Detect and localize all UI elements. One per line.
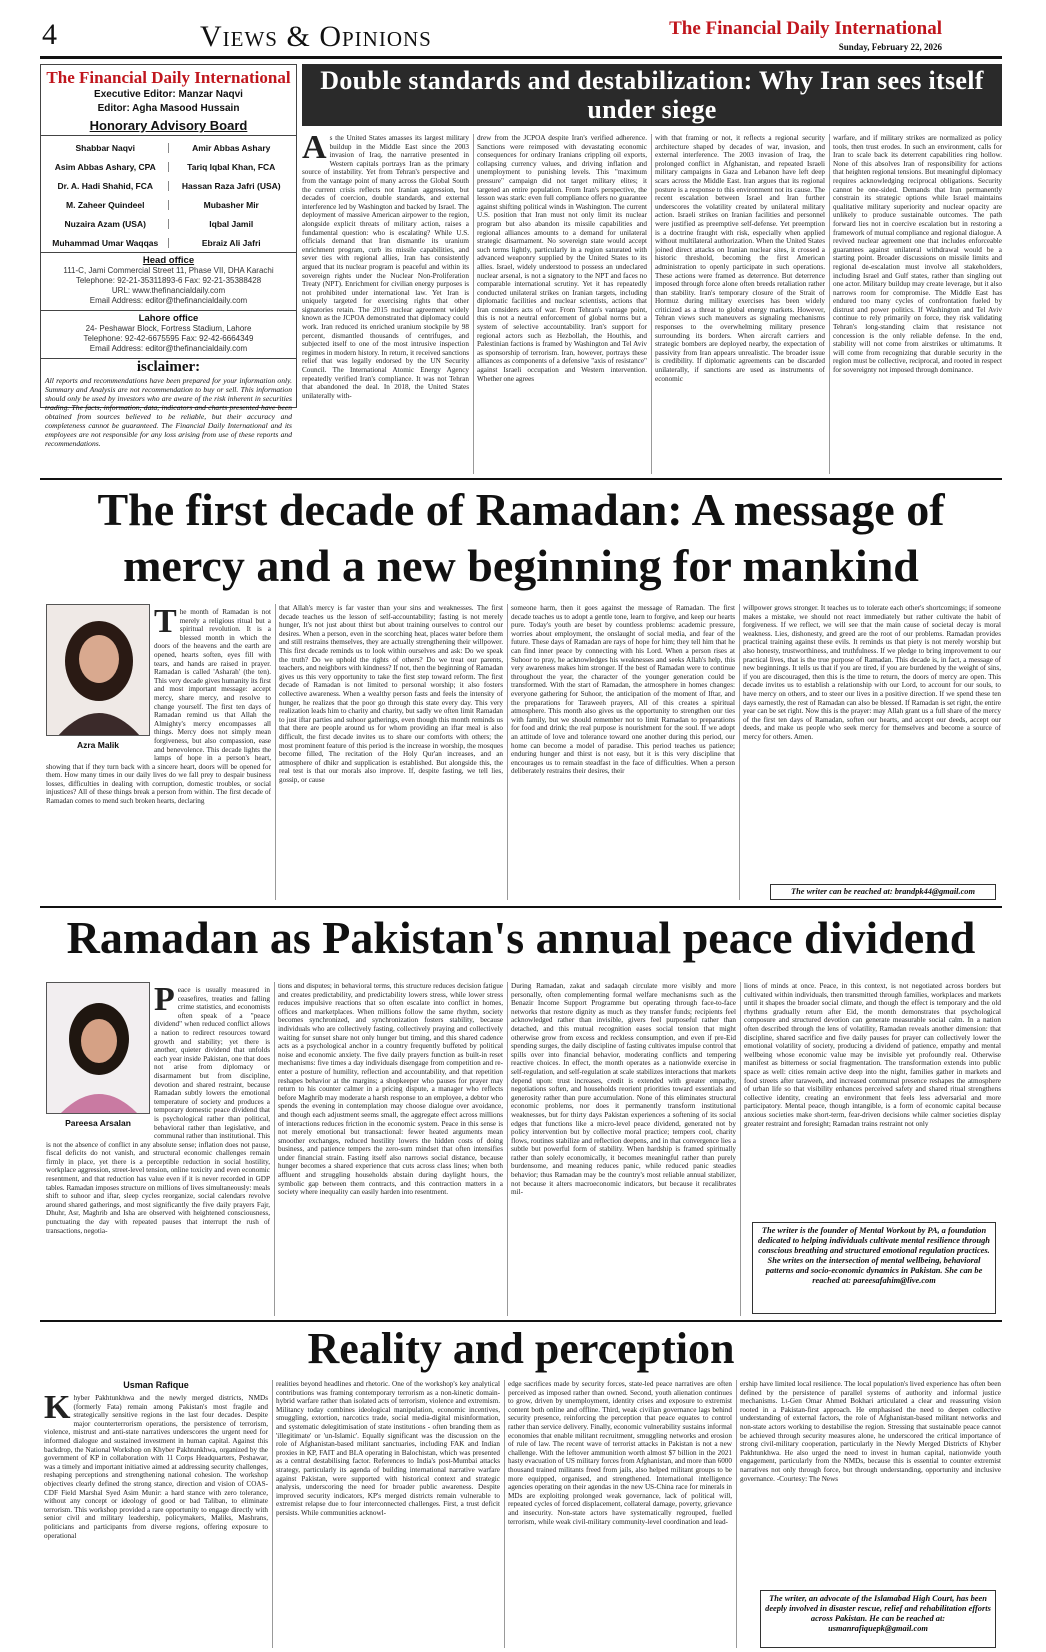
column-divider bbox=[651, 134, 652, 474]
header-rule bbox=[40, 56, 1002, 59]
board-member: Asim Abbas Ashary, CPA bbox=[43, 162, 169, 172]
column-divider bbox=[275, 604, 276, 900]
article3-headline: Ramadan as Pakistan's annual peace dividend bbox=[66, 912, 976, 963]
lahore-office-phone: Telephone: 92-42-6675595 Fax: 92-42-6664349 bbox=[83, 334, 254, 343]
article4-column-3: edge sacrifices made by security forces, state-led peace narratives are often perceived as imposed rather than owned. Second, youth alienation continues to grow, driven by unemployment, identity crises and exposure to extremist content both online and offline. Third, weak civilian governance lags behind security presence, reinforcing the perception that peace equates to control rather than service delivery. Finally, economic vulnerability sustains informal economies that enable militant recruitment, smuggling networks and erosion of rule of law. The recent wave of terrorist attacks in Pakistan is not a new challenge. With the leftover ammunition worth almost $7 billion in the 2021 hasty evacuation of US military forces from Afghanistan, and more than 6000 thousand trained militants freed from jails, also helped militant groups to be more equipped, organised, and strengthened. International intelligence agencies operating on their agendas in the new US-China race for minerals in MDs are exploiting prolonged weak governance, lack of political will, repeated cycles of forced displacement, collateral damage, poverty, grievance and insecurity. Non-state actors have systematically regrouped, fuelled terrorism, while weak civil-military community-level coordination and lead- bbox=[508, 1380, 732, 1526]
article2-author-note: The writer can be reached at: brandpk44@gmail.com bbox=[770, 884, 996, 900]
masthead-name: The Financial Daily International bbox=[669, 18, 942, 39]
column-divider bbox=[829, 134, 830, 474]
article4-headline: Reality and perception bbox=[307, 1324, 735, 1373]
head-office-address: 111-C, Jami Commercial Street 11, Phase VII, DHA Karachi bbox=[63, 266, 274, 275]
lahore-office-address: 24- Peshawar Block, Fortress Stadium, Lahore bbox=[85, 324, 252, 333]
section-title: Views & Opinions bbox=[200, 20, 432, 53]
advisory-board-list bbox=[41, 136, 296, 253]
article3-column-1 bbox=[46, 986, 270, 1316]
article1-body: s the United States amasses its largest military buildup in the Middle East since the 2003 invasion of Iraq, the narrative presented in Western capitals portrays Iran as the primary source of instability. Yet from Tehran's perspective and from the vantage point of many across the Global South the current crisis reflects not Iranian aggression, but decades of coercion, double standards, and external interference led by Washington and backed by Israel. The deployment of massive American airpower to the region, alongside explicit threats of military action, raises a fundamental question: who is escalating? While U.S. officials demand that Iran dismantle its uranium enrichment program, curb its missile capabilities, and sever ties with regional allies, Iran has consistently argued that its nuclear program is peaceful and within its sovereign rights under the Nuclear Non-Proliferation Treaty (NPT). Enrichment for civilian energy purposes is not prohibited under international law. Yet Iran is uniquely targeted for exercising rights that other signatories retain. The 2015 nuclear agreement widely known as the JCPOA demonstrated that diplomacy could work. Iran reduced its enriched uranium stockpile by 98 percent, dismantled thousands of centrifuges, and subjected itself to one of the most intrusive inspection regimes in modern history. In return, it received sanctions relief that was legally endorsed by the UN Security Council. The International Atomic Energy Agency repeatedly verified Iran's compliance. It was not Tehran that abandoned the deal. In 2018, the United States unilaterally with- bbox=[302, 134, 469, 400]
disclaimer-text: All reports and recommendations have been prepared for your information only. Summary and Analysis are not recommendation to buy or sell. This information should only be used by investors who are aware of the risk inherent in securities trading. The facts, information, data, indicators and charts presented have been obtained from sources believed to be reliable, but their accuracy and completeness cannot be guaranteed. The Financial Daily International and its employees are not responsible for any loss arising from use of these reports and recommendations. bbox=[45, 376, 292, 448]
issue-date: Sunday, February 22, 2026 bbox=[838, 42, 942, 52]
paper-name: The Financial Daily International bbox=[46, 68, 291, 87]
column-divider bbox=[736, 1380, 737, 1648]
article4-column-4: ership have limited local resilience. The local population's lived experience has often been defined by the persistence of parallel systems of authority and informal justice mechanisms. Lt-Gen Omar Ahmed Bokhari articulated a clear and reassuring vision rooted in a Pakistan-first approach. He emphasised the need to deepen collective understanding of external factors, the role of Afghanistan-based militant networks and non-state actors working to destabilise the region. Stressing that sustainable peace cannot be achieved through security measures alone, he underscored the critical importance of strong civil-military cooperation, particularly in the Newly Merged Districts of Khyber Pakhtunkhwa. He also urged the need to invest in human capital, nationwide youth engagement, particularly from the NMDs, because this is essential to counter extremist narratives not only through force, but through understanding, opportunity and inclusive governance. -Courtesy: The News bbox=[740, 1380, 1001, 1483]
column-divider bbox=[507, 982, 508, 1316]
column-divider bbox=[507, 604, 508, 900]
article2-body: he month of Ramadan is not merely a religious ritual but a spiritual revolution. It is a blessed month in which the doors of the heavens and the earth are opened, hearts soften, eyes fill with tears, and hands are raised in prayer. Ramadan is called 'Asharah' (the ten). This very decade gives humanity its first and most important message: accept mercy, share mercy, and resolve to change yourself. The first ten days of Ramadan remind us that Allah the Almighty's mercy encompasses all things. Mercy does not simply mean forgiveness, but also compassion, ease and benevolence. This decade lights the lamps of hope in a person's heart, showing that if they turn back with a sincere heart, doors will be opened for them. How many times in our daily lives do we fall prey to despair business losses, difficulties in dealing with corruption, domestic troubles, or social injustices? All of these things break a person from within. The first decade of Ramadan comes to mend such broken hearts, declaring bbox=[46, 608, 271, 806]
article1-column-1 bbox=[302, 134, 469, 474]
article3-column-3: During Ramadan, zakat and sadaqah circulate more visibly and more personally, often complementing formal welfare mechanisms such as the Benazir Income Support Programme but operating through face-to-face networks that restore dignity as much as they transfer funds; recipients feel acknowledged rather than invisible, givers feel purposeful rather than detached, and this mutual recognition eases social tension that might otherwise grow from excess and reckless consumption, and even if pre-Eid spending surges, the daily discipline of fasting cultivates impulse control that spills over into financial behavior, moderating conflicts and tempering reactive choices. In effect, the month operates as a nationwide exercise in self-regulation, and self-regulation at scale stabilizes interactions that markets depend upon: trust increases, credit is extended with greater empathy, negotiations soften, and households reorient priorities toward essentials and generosity rather than pure accumulation. None of this eliminates structural economic problems, nor does it permanently transform institutional weaknesses, but for thirty days Pakistan experiences a softening of its social edges that functions like a micro-level peace dividend, generated not by policy intervention but by collective moral practice; tempers cool, charity flows, routines stabilize and reflection deepens, and in that convergence lies a subtle but powerful form of stability. When hardship is framed spiritually rather than solely economically, it becomes meaningful rather than purely burdensome, and meaning reduces panic, while reduced panic steadies behavior; thus Ramadan may be the country's most reliable annual stabilizer, not because it alters macroeconomic indicators, but because it recalibrates mil- bbox=[511, 982, 736, 1197]
column-divider bbox=[473, 134, 474, 474]
page-number: 4 bbox=[42, 18, 57, 51]
article4-author-note: The writer, an advocate of the Islamabad High Court, has been deeply involved in disaster rescue, relief and rehabilitation efforts across Pakistan. He can be reached at: usmanrafiquepk@gmail.com bbox=[760, 1590, 996, 1648]
article2-column-1 bbox=[46, 608, 271, 900]
masthead bbox=[669, 18, 942, 52]
staff-box bbox=[40, 64, 297, 448]
article4-column-1 bbox=[44, 1394, 268, 1648]
column-divider bbox=[272, 1380, 273, 1648]
advisory-board-title: Honorary Advisory Board bbox=[41, 118, 296, 136]
head-office-url: URL: www.thefinancialdaily.com bbox=[111, 286, 226, 295]
article2-column-2: that Allah's mercy is far vaster than your sins and weaknesses. The first decade teaches us the lesson of self-accountability; fasting is not merely hunger, It's not just about thirst but about training ourselves to control our desires. When a person, even in the scorching heat, places water before them and still restrains themselves, they are actually strengthening their willpower. This first decade reminds us to look within ourselves and ask: Do we speak the truth? Do we uphold the rights of others? Do we treat our parents, teachers, and neighbors with kindness? If not, then the beginning of Ramadan gives us this very opportunity to take the first step toward reform. The first decade of Ramadan is not limited to personal worship; it also fosters collective awareness. When a wealthy person fasts and feels the intensity of hunger, he realizes that the poor go through this state every day. This very realization leads him to charity and charity, but sadly we often limit Ramadan to just iftar parties and suhoor gatherings, even though this month reminds us that there are people around us for whom providing an iftar meal is also difficult, the first decade invites us to share our comforts with others; the most prominent feature of this period is the increase in worship, the mosques become filled, The recitation of the Holy Qur'an increases, and an atmosphere of dhikr and supplication is established. But alongside this, the real test is that our morals also improve. If, despite fasting, we tell lies, gossip, or cause bbox=[279, 604, 503, 784]
column-divider bbox=[740, 982, 741, 1316]
board-member: Mubasher Mir bbox=[203, 200, 259, 210]
board-member: M. Zaheer Quindeel bbox=[43, 200, 169, 210]
photo-spacer bbox=[46, 986, 154, 1134]
board-member: Ebraiz Ali Jafri bbox=[201, 238, 261, 248]
section-rule bbox=[40, 906, 1002, 908]
board-member: Hassan Raza Jafri (USA) bbox=[181, 181, 281, 191]
board-member: Iqbal Jamil bbox=[209, 219, 254, 229]
lahore-office-email: Email Address: editor@thefinancialdaily.com bbox=[89, 344, 248, 353]
head-office-email: Email Address: editor@thefinancialdaily.com bbox=[89, 296, 248, 305]
board-member: Tariq Iqbal Khan, FCA bbox=[187, 162, 276, 172]
article1-dropcap: A bbox=[302, 134, 327, 166]
article1-headline: Double standards and destabilization: Why Iran sees itself under siege bbox=[302, 64, 1002, 126]
article1-column-3: with that framing or not, it reflects a regional security architecture shaped by decades of war, invasion, and external interference. The 2003 invasion of Iraq, the prolonged conflict in Afghanistan, and repeated Israeli military campaigns in Gaza and Lebanon have left deep scars across the Middle East. Iran argues that its regional posture is a response to this environment not its cause. The recent escalation between Israel and Iran further underscores the volatility created by unilateral military action. Israeli strikes on Iranian facilities and personnel were justified as preemptive self-defense. Yet preemption is a doctrine fraught with risk, especially when applied without multilateral authorization. When the United States joined direct attacks on Iranian nuclear sites, it crossed a historic threshold, becoming the first American administration to openly participate in such operations. These actions were framed as deterrence. But deterrence imposed through force alone often breeds retaliation rather than stability. Iran's temporary closure of the Strait of Hormuz during military exercises has been widely criticized as a threat to global energy markets. However, Tehran views such maneuvers as signaling mechanisms responses to the overwhelming military presence surrounding its borders. When aircraft carriers and strategic bombers are deployed nearby, the expectation of passivity from Iran appears unrealistic. The broader issue is credibility. If diplomatic agreements can be discarded unilaterally, if sanctions are used as instruments of economic bbox=[655, 134, 825, 383]
article3-dropcap: P bbox=[154, 986, 175, 1018]
article3-column-4: lions of minds at once. Peace, in this context, is not negotiated across borders but cultivated within individuals, then transmitted through families, workplaces and markets until it shapes the broader social climate, and though the effect is temporary and the old rhythms gradually return after Eid, the month demonstrates that psychological composure and structured devotion can generate measurable social calm. In a nation often described through the lens of volatility, Ramadan reveals another dimension: that discipline, shared sacrifice and five daily pauses for prayer can collectively lower the emotional volatility of society, producing a dividend of patience, empathy and mental wellbeing whose economic value may be invisible yet profoundly real. Otherwise manifest as bitterness or social fragmentation. The transformation extends into public space as well: cities remain active deep into the night, families gather in markets and food streets after taraweeh, and increased communal presence reshapes the atmosphere of urban life so that visibility enhances perceived safety and shared ritual strengthens collective identity, creating an environment that feels less adversarial and more participatory. Mental peace, though intangible, is a form of economic capital because anxious societies make short-term, fear-driven decisions while calmer societies display greater restraint and foresight; Ramadan trains restraint not only bbox=[744, 982, 1001, 1128]
editor: Editor: Agha Masood Hussain bbox=[97, 103, 240, 114]
column-divider bbox=[739, 604, 740, 900]
head-office-phone: Telephone: 92-21-35311893-6 Fax: 92-21-35388428 bbox=[75, 276, 262, 285]
article4-column-2: realities beyond headlines and rhetoric. One of the workshop's key analytical contributions was framing contemporary terrorism as a non-kinetic domain-hybrid warfare rather than isolated acts of terrorism, violence and extremism. Militancy today combines ideological manipulation, economic incentives, smuggling, extortion, narcotics trade, social media-digital misinformation, and systematic delegitimisation of state institutions - often branding them as 'illegitimate' or 'un-Islamic'. Equally significant was the discussion on the role of Afghanistan-based militant sanctuaries, including FAK and Indian proxies in KP, FAIT and BLA operating in Balochistan, which was presented as a central destabilising factor. References to India's post-Mumbai attacks strategy, particularly its agenda of building international narrative warfare against Pakistan, were supported with historical context and strategic analysis, underscoring the need for broader public awareness. Despite improved security indicators, KP's merged districts remain vulnerable to extremist relapse due to four interconnected challenges. First, a trust deficit persists. While communities acknowl- bbox=[276, 1380, 500, 1517]
lahore-office-title: Lahore office bbox=[41, 310, 296, 324]
article3-body: eace is usually measured in ceasefires, treaties and falling crime statistics, and economists often speak of a "peace dividend" when reduced conflict allows a nation to redirect resources toward growth and stability; yet there is another, quieter dividend that unfolds each year inside Pakistan, one that does not arise from diplomacy or disarmament but from discipline, devotion and shared restraint, because Ramadan subtly lowers the emotional temperature of society and produces a temporary domestic peace dividend that is psychological rather than political, behavioral rather than legislative, and communal rather than institutional. This is not the absence of conflict in any absolute sense; inflation does not pause, fiscal deficits do not vanish, and structural economic challenges remain firmly in place, yet there is a perceptible reduction in social hostility, workplace aggression, street-level tension, online toxicity and even economic resentment, and that reduction has value even if it is never recorded in GDP tables. Ramadan imposes structure on millions of lives simultaneously: meals shift to suhoor and iftar, sleep cycles reorganize, social calendars revolve around shared gatherings, and most significantly the five daily prayers Fajr, Dhuhr, Asr, Maghrib and Isha are observed with heightened consciousness, punctuating the day with repeated pauses that interrupt the rush of transactions, negotia- bbox=[46, 986, 270, 1235]
head-office-title: Head office bbox=[142, 255, 195, 266]
article4-dropcap: K bbox=[44, 1394, 71, 1426]
board-member: Nuzaira Azam (USA) bbox=[43, 219, 169, 229]
column-divider bbox=[504, 1380, 505, 1648]
article1-column-2: drew from the JCPOA despite Iran's verified adherence. Sanctions were reimposed with devastating economic consequences for ordinary Iranians crippling oil exports, collapsing currency values, and driving inflation and unemployment to punishing levels. This "maximum pressure" campaign did not target military elites; it targeted an entire population. From Iran's perspective, the lesson was stark: even full compliance offers no guarantee against shifting political winds in Washington. The current U.S. position that Iran must not only limit its nuclear program but also abandon its missile capabilities and regional alliances amounts to a demand for unilateral strategic disarmament. No sovereign state would accept such terms lightly, particularly in a region saturated with advanced weaponry supplied by the United States to its allies. Israel, widely understood to possess an undeclared nuclear arsenal, is not a signatory to the NPT and faces no comparable international scrutiny. Yet it has repeatedly conducted unilateral strikes on Iranian targets, including diplomatic facilities and nuclear scientists, actions that Iran considers acts of war. From Tehran's vantage point, this is not a neutral enforcement of global norms but a system of selective accountability. Iran's support for regional actors such as Hezbollah, the Houthis, and Palestinian factions is framed by Washington and Tel Aviv as sponsorship of terrorism. Iran, however, portrays these alliances as components of a defensive "axis of resistance" against Israeli occupation and Western intervention. Whether one agrees bbox=[477, 134, 647, 383]
executive-editor: Executive Editor: Manzar Naqvi bbox=[94, 89, 243, 100]
board-member: Dr. A. Hadi Shahid, FCA bbox=[43, 181, 169, 191]
article4-byline: Usman Rafique bbox=[123, 1380, 189, 1390]
disclaimer-title: isclaimer: bbox=[41, 358, 296, 376]
photo-spacer bbox=[46, 608, 154, 756]
article3-author-note: The writer is the founder of Mental Workout by PA, a foundation dedicated to helping individuals cultivate mental resilience through conscious breathing and structured emotional regulation practices. She writes on the intersection of mental wellbeing, behavioral patterns and socio-economic dynamics in Pakistan. She can be reached at: pareesafahim@live.com bbox=[752, 1222, 996, 1314]
section-rule bbox=[40, 478, 1002, 480]
board-member: Muhammad Umar Waqqas bbox=[43, 238, 169, 248]
article2-column-3: someone harm, then it goes against the message of Ramadan. The first decade teaches us to adopt a gentle tone, learn to forgive, and keep our hearts pure. Today's youth are beset by countless problems: academic pressure, worries about employment, the onslaught of social media, and fear of the future. These days of Ramadan are rays of hope for him; they tell him that he can find inner peace by connecting with his Lord. When a person rises at Suhoor to pray, he acknowledges his weaknesses and seeks Allah's help, this very awareness makes him stronger. If the best of Ramadan were to continue throughout the year, the character of the younger generation could be transformed. With the start of Ramadan, the atmosphere in homes changes: everyone gathering for Suhoor, the anticipation of the moment of Iftar, and the preparations for Taraweeh prayers, All of this creates a spiritual atmosphere. This month also gives us the opportunity to strengthen our ties with family, but we should remember not to limit Ramadan to preparations for food and drink; the real purpose is nourishment for the soul. If we adopt an attitude of love and tolerance toward one another during this period, our home can become a model of paradise. This period teaches us patience; enduring hunger and thirst is not easy, but it is this very discipline that encourages us to remain steadfast in the face of difficulties. When a person deliberately restrains their desires, their bbox=[511, 604, 735, 776]
author-caption: Azra Malik bbox=[76, 740, 120, 750]
article1-column-4: warfare, and if military strikes are normalized as policy tools, then trust erodes. In such an environment, calls for Iran to scale back its deterrent capabilities ring hollow. None of this absolves Iran of responsibility for actions that heighten regional tensions. But meaningful diplomacy requires acknowledging reciprocal obligations. Security cannot be one-sided. Demands that Iran permanently constrain its strategic options while Israel maintains qualitative military superiority and nuclear opacity are unlikely to produce sustainable outcomes. The path forward lies not in coercive escalation but in restoring a framework of mutual compliance and regional dialogue. A revived nuclear agreement one that includes enforceable guarantees against unilateral withdrawal would be a starting point. Broader discussions on missile limits and regional de-escalation must involve all stakeholders, including Israel and Gulf states, rather than singling out one actor. Military buildup may create leverage, but it also narrows room for compromise. The Middle East has endured too many cycles of confrontation fueled by distrust and power politics. If Washington and Tel Aviv continue to rely primarily on force, they risk validating Tehran's long-standing claim that resistance not concession is the only reliable defense. In the end, stability will not come from airstrikes or ultimatums. It will come from recognizing that durable security in the region must be collective, reciprocal, and rooted in respect for sovereignty not imposed through dominance. bbox=[833, 134, 1002, 375]
board-member: Amir Abbas Ashary bbox=[192, 143, 271, 153]
article2-column-4: willpower grows stronger. It teaches us to tolerate each other's shortcomings; if someone makes a mistake, we should not react immediately but rather cultivate the habit of forgiveness. If we reflect, we will see that the main cause of societal decay is moral weakness. Lies, dishonesty, and greed are the root of our problems. Ramadan provides practical training against these evils. It reminds us that piety is not merely worship but also honesty, trustworthiness, and truthfulness. If we pledge to bring improvement to our practical lives, that is the true purpose of Ramadan. This decade is, in fact, a message of new beginnings. It tells us that if you are tired, if you are burdened by the weight of sins, if you are discouraged, then this is the time to return, the doors of mercy are open. This decade invites us to establish a relationship with our Lord, to account for our souls, to have mercy on others, and to steer our lives in a positive direction. If we spend these ten days earnestly, the rest of Ramadan can also be blessed. If Ramadan is set right, the entire year can be set right. Now this is the prayer: may Allah grant us a full share of the mercy of the first ten days of Ramadan, soften our hearts, and accept our deeds, accept our deeds, and make us people who seek mercy for themselves and become a source of mercy for others. Amen. bbox=[743, 604, 1001, 741]
column-divider bbox=[274, 982, 275, 1316]
article4-body: hyber Pakhtunkhwa and the newly merged districts, NMDs (formerly Fata) remain among Pakistan's most fragile and strategically sensitive regions in the last four decades. Despite major counterterrorism operations, the persistence of terrorism, violence, mistrust and anti-state narratives underscores the urgent need for informed dialogue and sustained investment in human capital. Against this backdrop, the National Workshop on Khyber Pakhtunkhwa, organized by the government of KP in collaboration with 11 Corps Headquarters, Peshawar, was a timely and important initiative aimed at addressing security challenges, reshaping perceptions and strengthening national cohesion. The workshop objectives clearly defined the strong stance, direction and vision of COAS-CDF Field Marshal Syed Asim Munir: a hard stance with zero tolerance, without any concept or ideology of good or bad Taliban, to eliminate terrorism. This workshop provided a rare opportunity to engage directly with senior civil and military leadership, policymakers, Maliks, Mashrans, politicians and participants from diverse regions, offering exposure to operational bbox=[44, 1394, 268, 1540]
author-caption: Pareesa Arsalan bbox=[65, 1118, 131, 1128]
article2-headline: The first decade of Ramadan: A message of mercy and a new beginning for mankind bbox=[97, 484, 945, 591]
article3-column-2: tions and disputes; in behavioral terms, this structure reduces decision fatigue and creates predictability, and predictability lowers stress, while lower stress reduces impulsive reactions that so often escalate into conflict in homes, offices and marketplaces. When millions follow the same rhythm, society becomes synchronized, and synchronization fosters stability, because individuals who are collectively fasting, collectively praying and collectively waiting for sunset share not only hunger but timing, and this shared cadence acts as a psychological anchor in a country frequently buffeted by political noise and economic anxiety. The five daily prayers function as built-in reset mechanisms: five times a day individuals disengage from competition and re-enter a posture of humility, reflection and accountability, and that repetition reshapes behavior at the margins; a shopkeeper who pauses for prayer may return to his counter calmer in a pricing dispute, a manager who reflects before Maghrib may moderate a harsh response to an employee, a debtor who spends the evening in contemplation may choose dialogue over avoidance, and though each adjustment seems small, the aggregate effect across millions of interactions reduces friction in the economic system. Peace in this sense is not merely emotional but transactional: fewer heated arguments mean smoother exchanges, reduced hostility lowers the hidden costs of doing business, and patience tempers the zero-sum mindset that often intensifies under financial strain. Fasting itself also narrows social distance, because hunger becomes a shared experience that cuts across class lines; when both affluent and struggling households abstain during daylight hours, the symbolic gap between them contracts, and this contraction matters in a society where inequality can easily harden into resentment. bbox=[278, 982, 503, 1197]
article2-dropcap: T bbox=[154, 608, 177, 640]
board-member: Shabbar Naqvi bbox=[43, 143, 169, 153]
